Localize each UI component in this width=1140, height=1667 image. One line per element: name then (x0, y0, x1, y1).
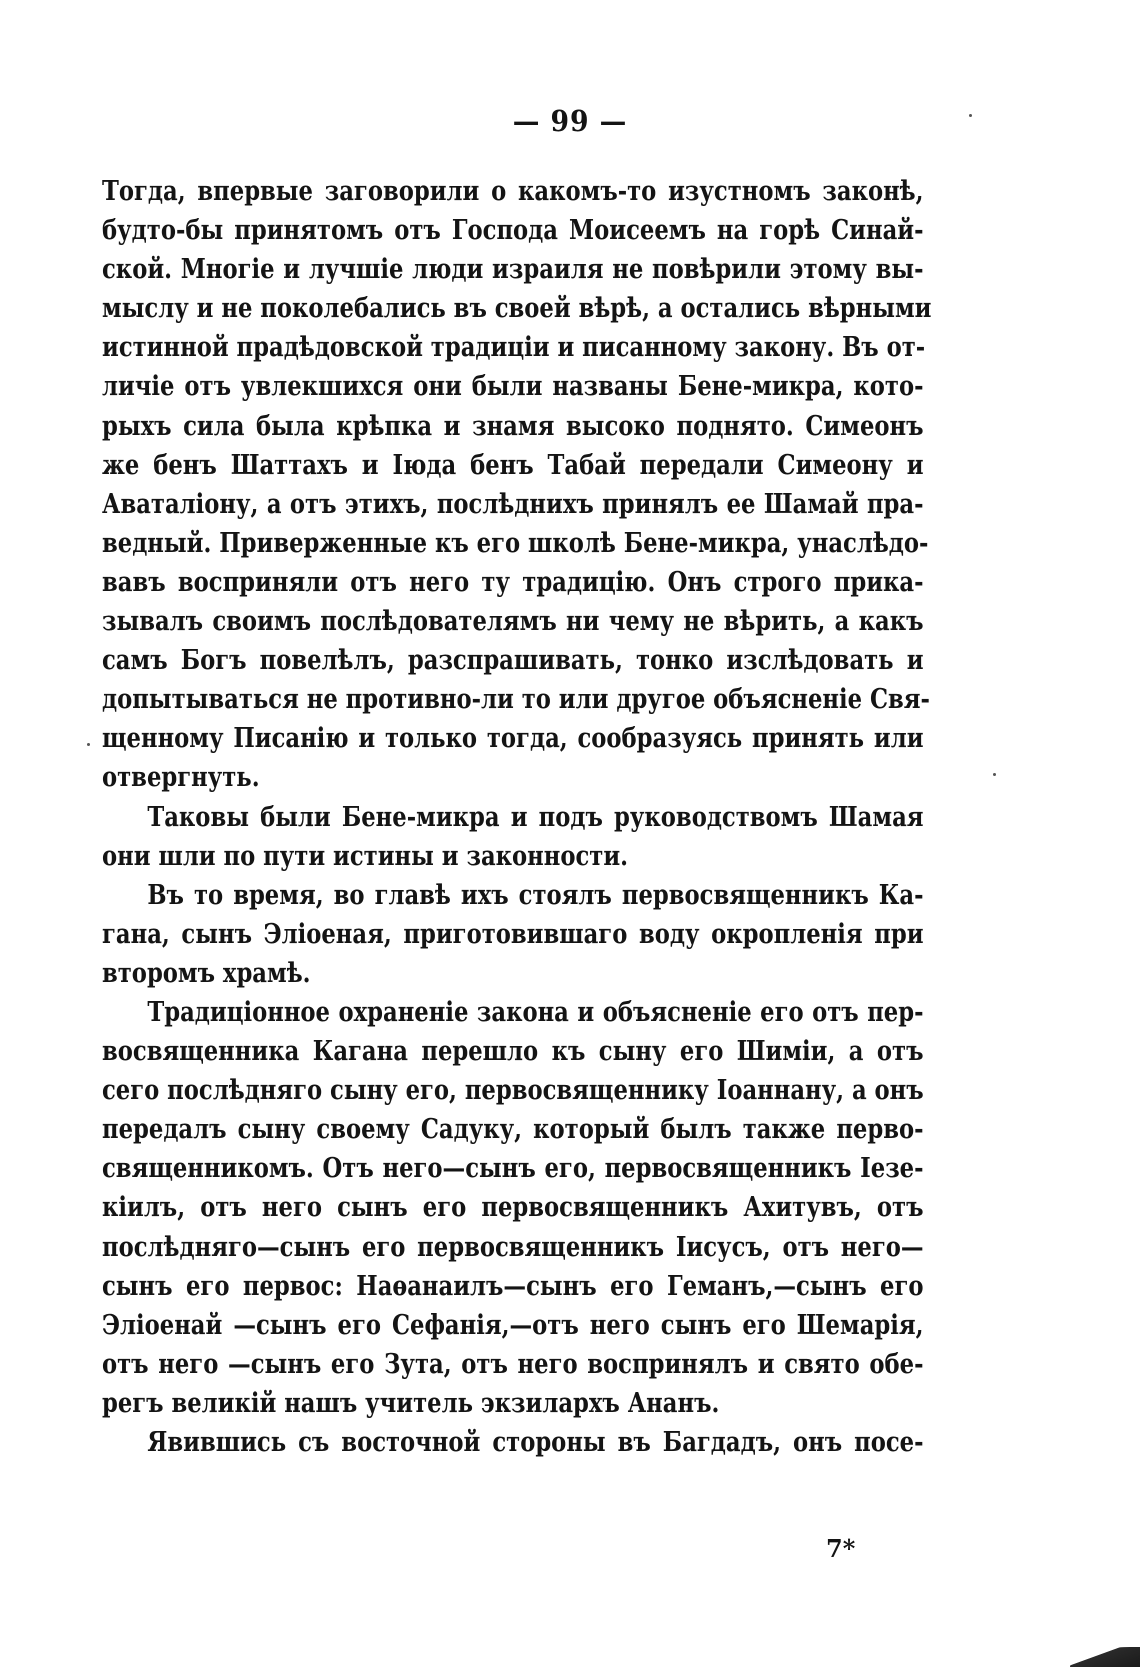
text-line: сынъ его первос: Наѳанаилъ—сынъ его Геманъ,—сынъ его (102, 1270, 924, 1302)
text-line: отвергнуть. (102, 762, 260, 794)
text-line: будто-бы принятомъ отъ Господа Моисеемъ на горѣ Синай- (102, 215, 924, 247)
text-line: отъ него —сынъ его Зута, отъ него воспринялъ и свято обе- (102, 1348, 924, 1380)
scan-speck (993, 773, 996, 776)
text-line-paragraph-start: Таковы были Бене-микра и подъ руководствомъ Шамая (147, 801, 924, 833)
text-line-paragraph-start: Въ то время, во главѣ ихъ стоялъ первосвященникъ Ка- (147, 879, 924, 911)
text-line: второмъ храмѣ. (102, 957, 311, 989)
text-line: Эліоенай —сынъ его Сефанія,—отъ него сынъ его Шемарія, (102, 1309, 924, 1341)
text-line: восвященника Кагана перешло къ сыну его Шиміи, а отъ (102, 1036, 924, 1068)
text-line: истинной прадѣдовской традиціи и писанному закону. Въ от- (102, 332, 926, 364)
text-line: личіе отъ увлекшихся они были названы Бене-микра, кото- (102, 371, 924, 403)
text-line: ведный. Приверженные къ его школѣ Бене-микра, унаслѣдо- (102, 527, 929, 559)
text-line: они шли по пути истины и законности. (102, 840, 629, 872)
text-line: мыслу и не поколебались въ своей вѣрѣ, а остались вѣрными (102, 293, 932, 325)
text-line: допытываться не противно-ли то или другое объясненіе Свя- (102, 684, 930, 716)
text-line: кіилъ, отъ него сынъ его первосвященникъ Ахитувъ, отъ (102, 1192, 924, 1224)
text-line: сего послѣдняго сыну его, первосвященнику Іоаннану, а онъ (102, 1075, 924, 1107)
text-line-paragraph-start: Явившись съ восточной стороны въ Багдадъ, онъ посе- (147, 1427, 924, 1458)
text-line: вавъ восприняли отъ него ту традицію. Онъ строго прика- (102, 566, 924, 598)
scan-speck (969, 114, 972, 117)
signature-mark: 7* (826, 1534, 856, 1563)
text-line: передалъ сыну своему Садуку, который былъ также перво- (102, 1114, 924, 1146)
text-line: послѣдняго—сынъ его первосвященникъ Іисусъ, отъ него— (102, 1231, 924, 1263)
text-line: Аваталіону, а отъ этихъ, послѣднихъ принялъ ее Шамай пра- (102, 488, 924, 520)
text-line: Тогда, впервые заговорили о какомъ-то изустномъ законѣ, (102, 176, 924, 207)
page-number: — 99 — (512, 104, 628, 138)
text-line: регъ великій нашъ учитель экзилархъ Ананъ. (102, 1387, 720, 1419)
body-text (102, 172, 932, 1462)
text-line-paragraph-start: Традиціонное охраненіе закона и объясненіе его отъ пер- (147, 996, 924, 1028)
scan-speck (87, 743, 90, 746)
scan-corner-shadow (1070, 1647, 1140, 1667)
text-line: щенному Писанію и только тогда, сообразуясь принять или (102, 723, 924, 755)
text-line: же бенъ Шаттахъ и Іюда бенъ Табай передали Симеону и (102, 449, 924, 481)
text-line: священникомъ. Отъ него—сынъ его, первосвященникъ Іезе- (102, 1153, 924, 1185)
text-line: рыхъ сила была крѣпка и знамя высоко поднято. Симеонъ (102, 410, 924, 442)
text-line: ской. Многіе и лучшіе люди израиля не повѣрили этому вы- (102, 254, 924, 286)
text-line: гана, сынъ Эліоеная, приготовившаго воду окропленія при (102, 918, 924, 950)
text-line: самъ Богъ повелѣлъ, разспрашивать, тонко изслѣдовать и (102, 645, 924, 677)
text-line: зывалъ своимъ послѣдователямъ ни чему не вѣрить, а какъ (102, 606, 924, 638)
